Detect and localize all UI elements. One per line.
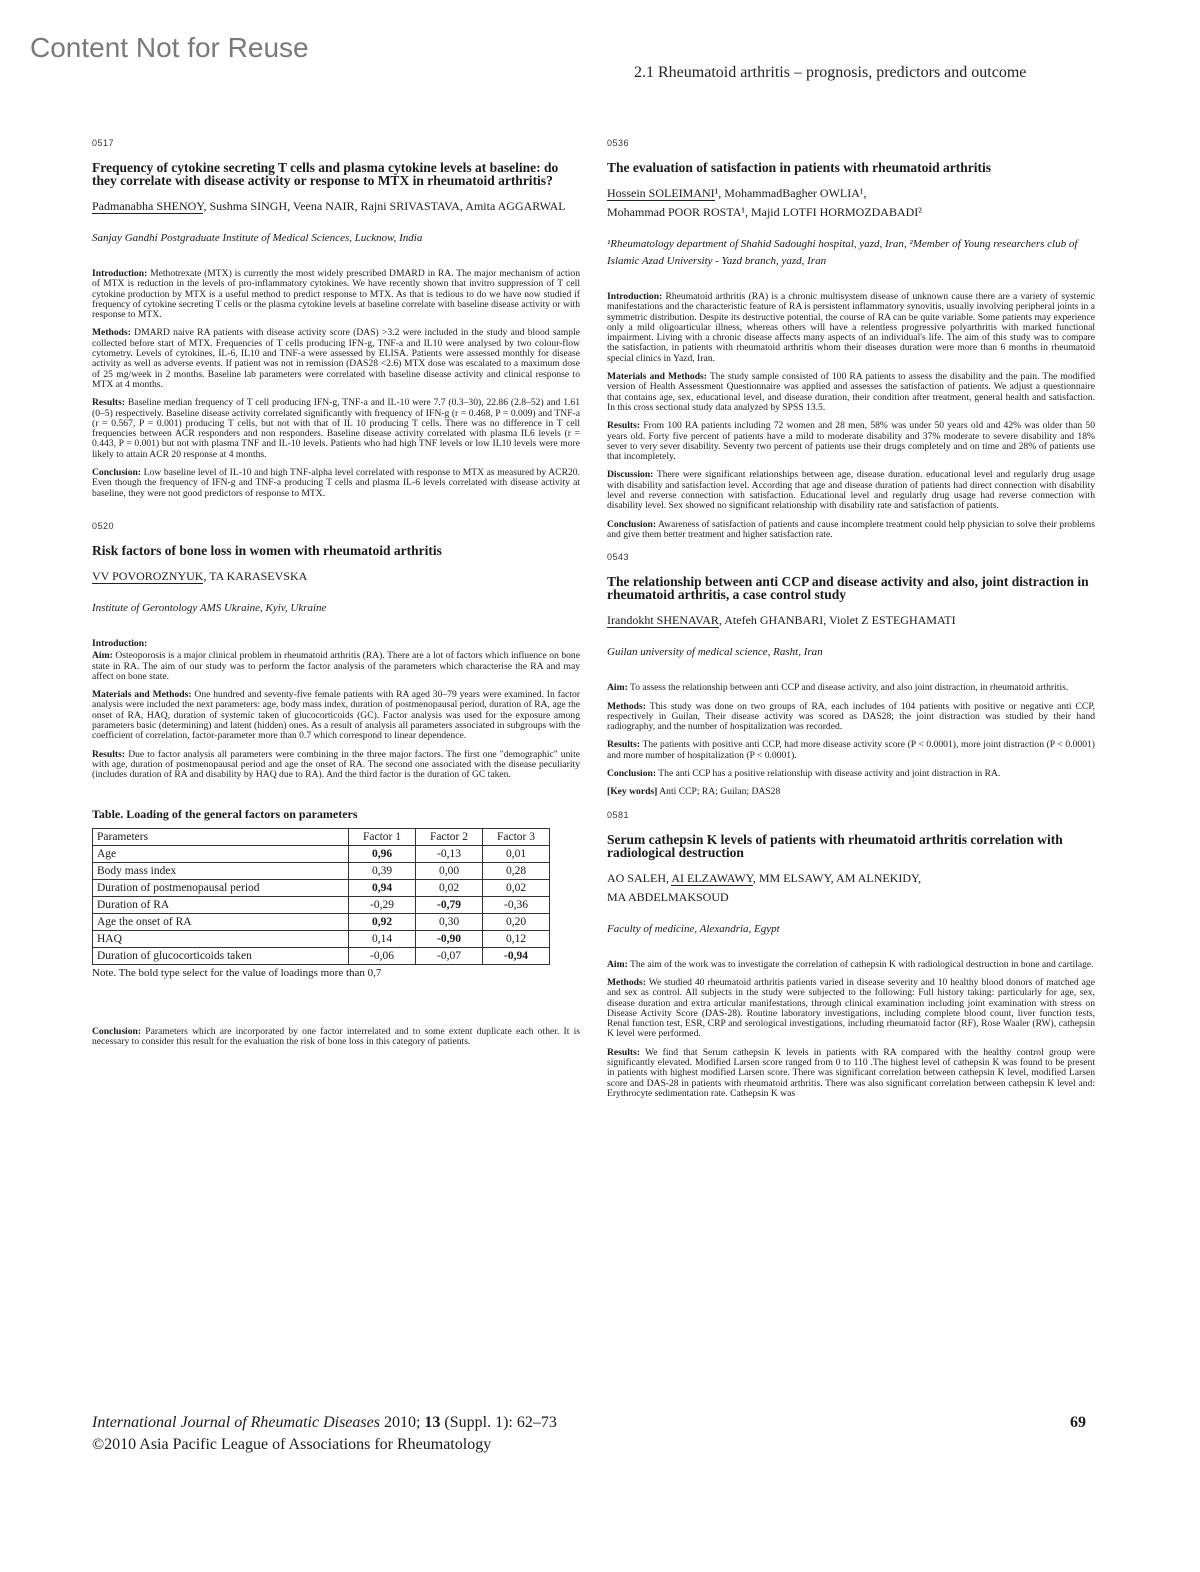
table-header: Factor 1 xyxy=(349,828,416,845)
abstract-0520 xyxy=(92,521,580,1047)
table-cell: 0,30 xyxy=(416,913,483,930)
loadings-table xyxy=(92,828,550,965)
presenting-author: VV POVOROZNYUK xyxy=(92,568,204,583)
authors xyxy=(607,869,1095,907)
left-column xyxy=(92,138,580,1055)
table-cell: 0,14 xyxy=(349,930,416,947)
authors xyxy=(92,567,580,586)
coauthors-line2: Mohammad POOR ROSTA¹, Majid LOTFI HORMOZDABADI² xyxy=(607,205,922,219)
table-cell: -0,13 xyxy=(416,845,483,862)
right-column xyxy=(607,138,1095,1107)
methods: Materials and Methods: One hundred and seventy-five female patients with RA aged 30–79 years were examined. In factor analysis were included the next parameters: age, body mass index, duration of postmenopausal period, duration of RA, age the onset of RA, HAQ, duration of systemic taken of glucocorticoids (GC). Factor analysis was used for the exposure among parameters basic (determining) and latent (hidden) ones. As a result of analysis all parameters associated in subgroups with the coefficient of correlation, factor-parameter more than 0.7 which correspond to linear dependence. xyxy=(92,689,581,742)
coauthors-pre: AO SALEH, xyxy=(607,870,672,885)
table-cell: HAQ xyxy=(93,930,349,947)
table-cell: 0,02 xyxy=(416,879,483,896)
presenting-author: Padmanabha SHENOY xyxy=(92,199,204,213)
abstract-0543 xyxy=(607,552,1095,797)
conclusion: Conclusion: Awareness of satisfaction of patients and cause incomplete treatment could help physician to solve their problems and give them better treatment and higher satisfaction rate. xyxy=(607,518,1095,540)
table-cell: 0,02 xyxy=(483,879,550,896)
table-row xyxy=(93,947,550,964)
abstract-title: Risk factors of bone loss in women with rheumatoid arthritis xyxy=(92,542,442,558)
abstract-id: 0517 xyxy=(92,138,115,148)
table-cell: Duration of glucocorticoids taken xyxy=(93,947,349,964)
table-cell: 0,20 xyxy=(483,913,550,930)
table-cell: -0,36 xyxy=(483,896,550,913)
watermark: Content Not for Reuse xyxy=(30,32,309,63)
affiliation: Institute of Gerontology AMS Ukraine, Kyiv, Ukraine xyxy=(92,601,327,614)
table-header: Factor 3 xyxy=(483,828,550,845)
running-head: 2.1 Rheumatoid arthritis – prognosis, predictors and outcome xyxy=(634,64,1027,81)
affiliation: ¹Rheumatology department of Shahid Sadoughi hospital, yazd, Iran, ²Member of Young researchers club of Islamic Azad University - Yazd branch, yazd, Iran xyxy=(607,238,1078,267)
results: Results: The patients with positive anti CCP, had more disease activity score (P < 0.0001), more joint distraction (P < 0.0001) and more number of hospitalization (P < 0.0001). xyxy=(607,739,1095,761)
discussion: Discussion: There were significant relationships between age, disease duration. educational level and regularly drug usage with disability and satisfaction level. According that age and disease duration of patients had direct connection with disability level and reverse connection with satisfaction. Educational level and regularly drug usage had reverse connection with disability level. Sex showed no significant relationship with disability rate and satisfaction of patients. xyxy=(607,469,1095,512)
aim: Aim: Osteoporosis is a major clinical problem in rheumatoid arthritis (RA). There are a lot of factors which influence on bone state in RA. The aim of our study was to perform the factor analysis of the parameters which characterise the RA and may affect on bone state. xyxy=(92,650,580,682)
results: Results: Due to factor analysis all parameters were combining in the three major factors. The first one "demographic" unite with age, duration of postmenopausal period and age the onset of RA. The second one associated with the disease peculiarity (includes duration of RA and disability by HAQ due to RA). And the third factor is the duration of GC taken. xyxy=(92,748,580,781)
abstract-title: Frequency of cytokine secreting T cells and plasma cytokine levels at baseline: do they correlate with disease activity or response to MTX in rheumatoid arthritis? xyxy=(92,160,559,188)
coauthors: , Sushma SINGH, Veena NAIR, Rajni SRIVASTAVA, Amita AGGARWAL xyxy=(203,199,566,213)
table-row xyxy=(93,862,550,879)
footer-copyright: ©2010 Asia Pacific League of Associations for Rheumatology xyxy=(92,1436,492,1453)
table-row xyxy=(93,930,550,947)
table-cell: 0,96 xyxy=(349,845,416,862)
authors xyxy=(607,611,1095,630)
abstract-id: 0581 xyxy=(607,809,630,820)
table-header: Factor 2 xyxy=(416,828,483,845)
methods: Methods: We studied 40 rheumatoid arthritis patients varied in disease severity and 10 healthy blood donors of matched age and sex as control. All subjects in the study were subjected to the following: Full history taking: particularly for age, sex, disease duration and extra articular manifestations, through clinical examination including joint examination with stress on Disease Activity Score (DAS-28). Routine laboratory investigations, including complete blood count, liver function tests, Renal function test, ESR, CRP and serological investigations, including rheumatoid factor (RF), Rose Waaler (RW), cathepsin K level were performed. xyxy=(607,976,1095,1040)
authors xyxy=(607,184,1095,222)
conclusion: Conclusion: Parameters which are incorporated by one factor interrelated and to some extent duplicate each other. It is necessary to consider this result for the evaluation the risk of bone loss in this category of patients. xyxy=(92,1025,580,1047)
abstract-0517 xyxy=(92,138,580,499)
presenting-author: Irandokht SHENAVAR xyxy=(607,613,719,628)
results: Results: We find that Serum cathepsin K levels in patients with RA compared with the healthy control group were significantly elevated. Modified Larsen score ranged from 0 to 110 .The highest level of cathepsin K was found to be present in patients with highest modified Larsen score. There was significant correlation between cathepsin K level, modified Larsen score and DAS-28 in patients with rheumatoid arthritis. There was also significant correlation between cathepsin K level and: Erythrocyte sedimentation rate. Cathepsin K was xyxy=(607,1046,1095,1099)
table-cell: 0,94 xyxy=(349,879,416,896)
table-row xyxy=(93,845,550,862)
coauthors-line2: MA ABDELMAKSOUD xyxy=(607,889,729,904)
methods: Methods: This study was done on two groups of RA, each includes of 104 patients with positive or negative anti CCP, respectively in Guilan, Their disease activity was scored as DAS28; the joint distraction was studied by their hand radiography, and the number of hospitalization was recorded. xyxy=(607,700,1095,733)
table-cell: 0,01 xyxy=(483,845,550,862)
affiliation: Guilan university of medical science, Rasht, Iran xyxy=(607,646,823,659)
presenting-author: Hossein SOLEIMANI xyxy=(607,186,715,200)
presenting-author: AI ELZAWAWY xyxy=(671,870,753,885)
abstract-title: The evaluation of satisfaction in patients with rheumatoid arthritis xyxy=(607,160,992,175)
methods: Methods: DMARD naive RA patients with disease activity score (DAS) >3.2 were included in the study and blood sample collected before start of MTX. Frequencies of T cells producing IFN-g, TNF-a and IL10 were analysed by two colour-flow cytometry. Levels of cytokines, IL-6, IL10 and TNF-a were assessed by ELISA. Patients were assessed monthly for disease activity as well as adverse events. If patient was not in remission (DAS28 <2.6) MTX dose was escalated to a maximum dose of 25 mg/week in 2 months. Baseline lab parameters were correlated with baseline disease activity and clinical response to MTX at 4 months. xyxy=(92,327,580,390)
introduction: Introduction: Rheumatoid arthritis (RA) is a chronic multisystem disease of unknown cause there are a variety of systemic manifestations and the characteristic feature of RA is persistent inflammatory synovitis, usually involving peripheral joints in a symmetric distribution. Despite its destructive potential, the course of RA can be quite variable. Some patients may experience only a mild oligoarticular illness, whereas others will have a relentless progressive polyarthritis with marked functional impairment. Living with a chronic disease affects many aspects of an individual's life. The aim of this study was to compare the satisfaction, in patients with rheumatoid arthritis whom their diseases duration were more than 6 months in rheumatoid special clinics in Yazd, Iran. xyxy=(607,291,1095,364)
table-row xyxy=(93,879,550,896)
table-cell: 0,28 xyxy=(483,862,550,879)
affiliation: Sanjay Gandhi Postgraduate Institute of Medical Sciences, Lucknow, India xyxy=(92,232,423,244)
table-header-row xyxy=(93,828,550,845)
table-cell: Duration of postmenopausal period xyxy=(93,879,349,896)
table-cell: -0,29 xyxy=(349,896,416,913)
page-number: 69 xyxy=(1070,1414,1086,1431)
aim: Aim: The aim of the work was to investigate the correlation of cathepsin K with radiological destruction in bone and cartilage. xyxy=(607,958,1094,970)
table-header: Parameters xyxy=(93,828,349,845)
coauthors: , MM ELSAWY, AM ALNEKIDY, xyxy=(752,870,922,885)
table-cell: -0,06 xyxy=(349,947,416,964)
table-cell: 0,92 xyxy=(349,913,416,930)
keywords: [Key words] Anti CCP; RA; Guilan; DAS28 xyxy=(607,786,781,798)
coauthors: ¹, MohammadBagher OWLIA¹, xyxy=(714,186,867,200)
aim: Aim: To assess the relationship between anti CCP and disease activity, and also joint distraction, in rheumatoid arthritis. xyxy=(607,682,1069,694)
abstract-0581 xyxy=(607,810,1095,1100)
table-cell: -0,90 xyxy=(416,930,483,947)
table-cell: -0,94 xyxy=(483,947,550,964)
footer-journal-citation: International Journal of Rheumatic Diseases 2010; 13 (Suppl. 1): 62–73 xyxy=(92,1414,557,1431)
table-cell: -0,79 xyxy=(416,896,483,913)
table-row xyxy=(93,896,550,913)
abstract-title: The relationship between anti CCP and disease activity and also, joint distraction in rheumatoid arthritis, a case control study xyxy=(607,574,1089,603)
results: Results: From 100 RA patients including 72 women and 28 men, 58% was under 50 years old and 42% was older than 50 years old. Forty five percent of patients have a mild to moderate disability and 37% moderate to severe disability and 18% sever to very sever disability. Seventy two percent of patients use their drugs completely and on time and 28% of patients use that incompletely. xyxy=(607,420,1095,463)
table-title: Table. Loading of the general factors on parameters xyxy=(92,806,358,821)
introduction: Introduction: Methotrexate (MTX) is currently the most widely prescribed DMARD in RA. The major mechanism of action of MTX is reduction in the levels of pro-inflammatory cytokines. We have recently shown that invitro suppression of T cell cytokine production by MTX is a useful method to predict response to MTX. As that is tedious to do we have now studied if frequency of cytokine secreting T cells or the plasma cytokine levels at baseline correlate with baseline disease activity or with response to MTX. xyxy=(92,268,580,321)
table-cell: Duration of RA xyxy=(93,896,349,913)
abstract-id: 0520 xyxy=(92,520,115,531)
abstract-0536 xyxy=(607,138,1095,540)
table-cell: 0,12 xyxy=(483,930,550,947)
coauthors: , Atefeh GHANBARI, Violet Z ESTEGHAMATI xyxy=(718,613,956,628)
abstract-id: 0543 xyxy=(607,552,630,563)
results: Results: Baseline median frequency of T cell producing IFN-g, TNF-a and IL-10 were 7.7 (0.3–30), 22.86 (2.8–52) and 1.61 (0–5) respectively. Baseline disease activity correlated significantly with frequency of IFN-g (r = 0.468, P = 0.009) and TNF-a (r = 0.567, P = 0.001) producing T cells, but not with that of IL 10 producing T cells. There was no difference in T cell frequencies between ACR responders and non responders. Baseline disease activity correlated with plasma IL6 levels (r = 0.443, P = 0.001) but not with plasma TNF and IL-10 levels. Patients who had high TNF levels or low IL10 levels were more likely to attain ACR 20 response at 4 months. xyxy=(92,397,580,460)
table-note: Note. The bold type select for the value of loadings more than 0,7 xyxy=(92,966,382,979)
methods: Materials and Methods: The study sample consisted of 100 RA patients to assess the disability and the pain. The modified version of Health Assessment Questionnaire was applied and assesses the satisfaction of patients. We adjust a questionnaire that contains age, sex, educational level, and disease duration, their condition after treatment, general health and satisfaction. In this cross sectional study data analyzed by SPSS 13.5. xyxy=(607,371,1096,413)
conclusion: Conclusion: Low baseline level of IL-10 and high TNF-alpha level correlated with response to MTX as measured by ACR20. Even though the frequency of IFN-g and TNF-a producing T cells and plasma IL-6 levels correlated with disease activity at baseline, they were not good predictors of response to MTX. xyxy=(92,467,580,499)
table-cell: 0,00 xyxy=(416,862,483,879)
table-cell: 0,39 xyxy=(349,862,416,879)
table-row xyxy=(93,913,550,930)
affiliation: Faculty of medicine, Alexandria, Egypt xyxy=(607,922,780,935)
introduction-heading: Introduction: xyxy=(92,637,148,649)
table-cell: Body mass index xyxy=(93,862,349,879)
coauthors: , TA KARASEVSKA xyxy=(203,568,308,583)
abstract-id: 0536 xyxy=(607,138,630,148)
authors xyxy=(92,197,580,216)
table-cell: Age the onset of RA xyxy=(93,913,349,930)
table-cell: Age xyxy=(93,845,349,862)
table-cell: -0,07 xyxy=(416,947,483,964)
abstract-title: Serum cathepsin K levels of patients with rheumatoid arthritis correlation with radiological destruction xyxy=(607,831,1063,860)
conclusion: Conclusion: The anti CCP has a positive relationship with disease activity and joint distraction in RA. xyxy=(607,768,1001,780)
